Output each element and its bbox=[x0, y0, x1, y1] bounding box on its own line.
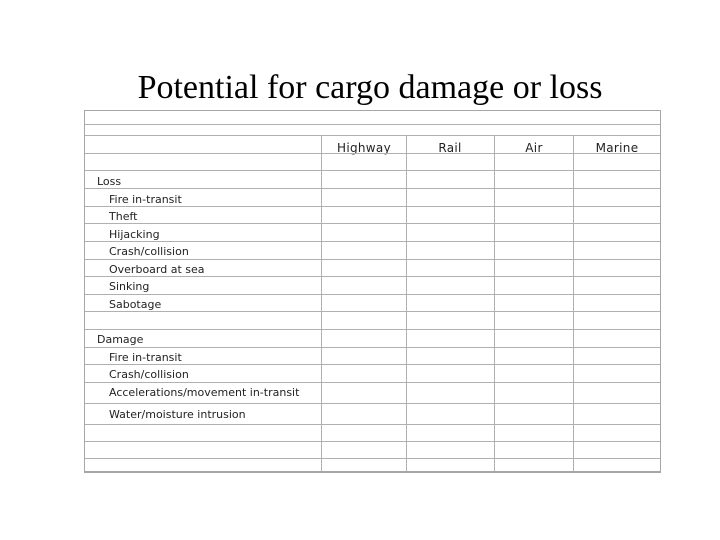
table-column-line bbox=[494, 135, 495, 471]
row-label-loss-fire: Fire in-transit bbox=[109, 193, 182, 206]
column-header-marine: Marine bbox=[595, 141, 639, 155]
row-label-damage-fire: Fire in-transit bbox=[109, 351, 182, 364]
row-label-loss-sabotage: Sabotage bbox=[109, 298, 162, 311]
row-label-damage-crash: Crash/collision bbox=[109, 368, 189, 381]
row-label-damage-accelerations: Accelerations/movement in-transit bbox=[109, 386, 300, 399]
table-column-line bbox=[406, 135, 407, 471]
table-column-line bbox=[573, 135, 574, 471]
page-title: Potential for cargo damage or loss bbox=[137, 69, 603, 106]
column-header-highway: Highway bbox=[337, 141, 391, 155]
row-label-loss-hijacking: Hijacking bbox=[109, 228, 160, 241]
row-label-loss-theft: Theft bbox=[109, 210, 138, 223]
table-row-line bbox=[85, 124, 660, 125]
row-label-loss-overboard: Overboard at sea bbox=[109, 263, 205, 276]
row-label-loss-crash: Crash/collision bbox=[109, 245, 189, 258]
table-column-line bbox=[321, 135, 322, 471]
row-label-loss-sinking: Sinking bbox=[109, 280, 150, 293]
row-label-damage-water: Water/moisture intrusion bbox=[109, 408, 246, 421]
cargo-damage-table bbox=[84, 110, 661, 473]
group-heading-loss: Loss bbox=[97, 175, 122, 188]
group-heading-damage: Damage bbox=[97, 333, 144, 346]
column-header-rail: Rail bbox=[438, 141, 462, 155]
column-header-air: Air bbox=[525, 141, 543, 155]
